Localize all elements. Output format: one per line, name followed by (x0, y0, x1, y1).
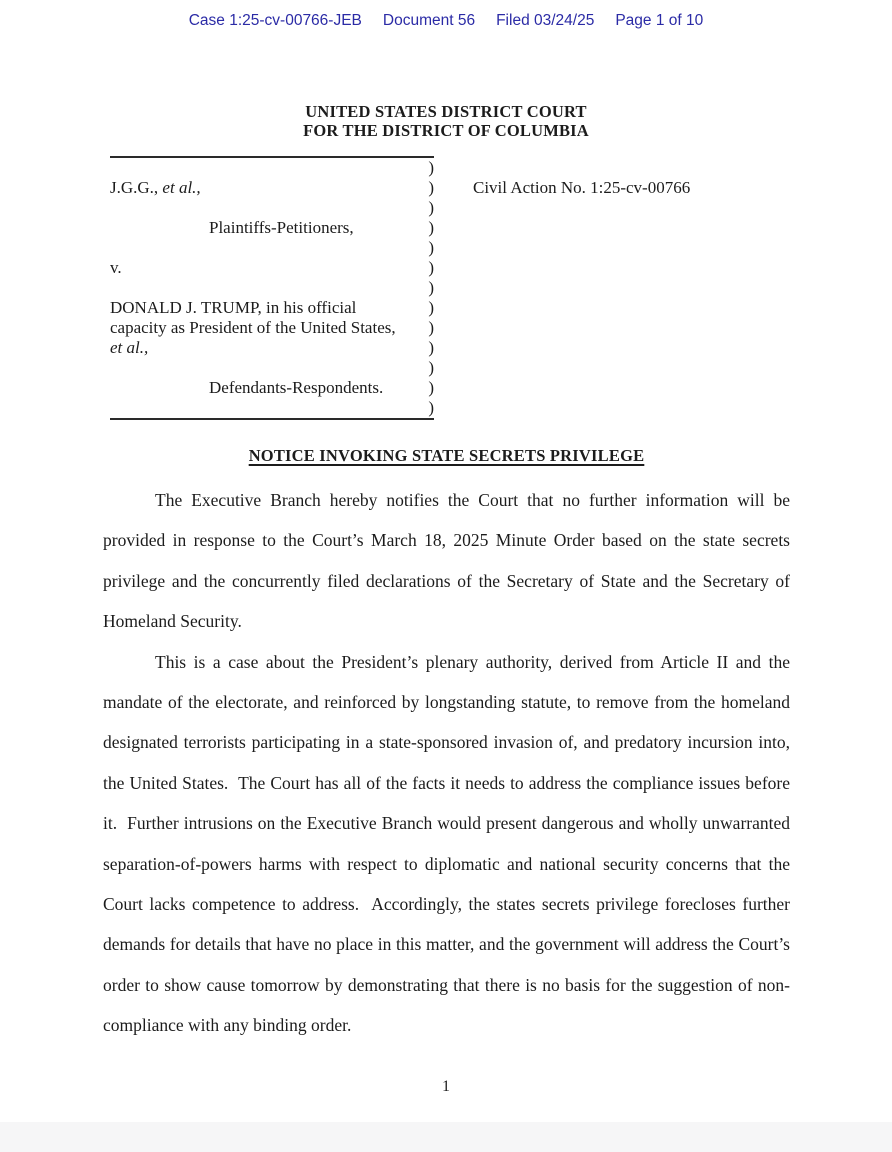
caption-block (110, 156, 434, 420)
document-number-stamp: Document 56 (382, 12, 476, 29)
caption-row-plaintiff (110, 178, 434, 198)
caption-paren: ) (428, 398, 434, 417)
caption-row (110, 198, 434, 218)
caption-row (110, 158, 434, 178)
caption-row (110, 398, 434, 418)
pacer-stamp-header (0, 0, 892, 30)
plaintiff-etal: et al., (162, 178, 201, 197)
case-number-stamp: Case 1:25-cv-00766-JEB (188, 12, 362, 29)
paragraph-2: This is a case about the President’s plenary authority, derived from Article II and the mandate of the electorate, and reinforced by longstanding statute, to remove from the homeland designated terrorists participating in a state-sponsored invasion of, and predatory incursion into, the United States. The Court has all of the facts it needs to address the compliance issues before it. Further intrusions on the Executive Branch would present dangerous and wholly unwarranted separation-of-powers harms with respect to diplomatic and national security concerns that the Court lacks competence to address. Accordingly, the states secrets privilege forecloses further demands for details that have no place in this matter, and the government will address the Court’s order to show cause tomorrow by demonstrating that there is no basis for the suggestion of non-compliance with any binding order. (103, 651, 795, 1036)
caption-paren: ) (428, 158, 434, 177)
document-body (0, 156, 892, 1046)
caption-row-defendant1 (110, 298, 434, 318)
caption-paren: ) (428, 318, 434, 337)
plaintiff-name: J.G.G., et al., (110, 178, 201, 197)
caption-row (110, 358, 434, 378)
civil-action-number: Civil Action No. 1:25-cv-00766 (473, 178, 691, 197)
defendant-name-line1: DONALD J. TRUMP, in his official (110, 298, 357, 317)
defendant-name-line2: capacity as President of the United States, (110, 318, 396, 337)
caption-row-plaintiff-role (110, 218, 434, 238)
caption-paren: ) (428, 218, 434, 237)
court-title-line2: FOR THE DISTRICT OF COLUMBIA (303, 121, 589, 140)
caption-row-defendant-role (110, 378, 434, 398)
caption-paren: ) (428, 238, 434, 257)
court-title-line1: UNITED STATES DISTRICT COURT (305, 102, 587, 121)
caption-paren: ) (428, 258, 434, 277)
paragraph-1: The Executive Branch hereby notifies the Court that no further information will be provided in response to the Court’s March 18, 2025 Minute Order based on the state secrets privilege and the concurrently filed declarations of the Secretary of State and the Secretary of Homeland Security. (103, 490, 795, 632)
caption-row-versus (110, 258, 434, 278)
caption-paren: ) (428, 178, 434, 197)
defendant-role: Defendants-Respondents. (209, 378, 384, 397)
page-count-stamp: Page 1 of 10 (615, 12, 704, 29)
versus-label: v. (110, 258, 122, 277)
filing-text (103, 480, 795, 1046)
caption-paren: ) (428, 298, 434, 317)
caption-paren: ) (428, 338, 434, 357)
court-title (0, 102, 892, 140)
caption-paren: ) (428, 378, 434, 397)
page-number: 1 (442, 1078, 450, 1095)
caption-paren: ) (428, 198, 434, 217)
plaintiff-role: Plaintiffs-Petitioners, (209, 218, 354, 237)
scan-edge-band (0, 1122, 892, 1152)
caption-row (110, 238, 434, 258)
caption-row-defendant3 (110, 338, 434, 358)
filing-title: NOTICE INVOKING STATE SECRETS PRIVILEGE (248, 446, 645, 465)
caption-row-defendant2 (110, 318, 434, 338)
case-caption (110, 156, 790, 418)
caption-paren: ) (428, 278, 434, 297)
filed-date-stamp: Filed 03/24/25 (496, 12, 595, 29)
caption-paren: ) (428, 358, 434, 377)
caption-row (110, 278, 434, 298)
defendant-etal: et al., (110, 338, 149, 357)
